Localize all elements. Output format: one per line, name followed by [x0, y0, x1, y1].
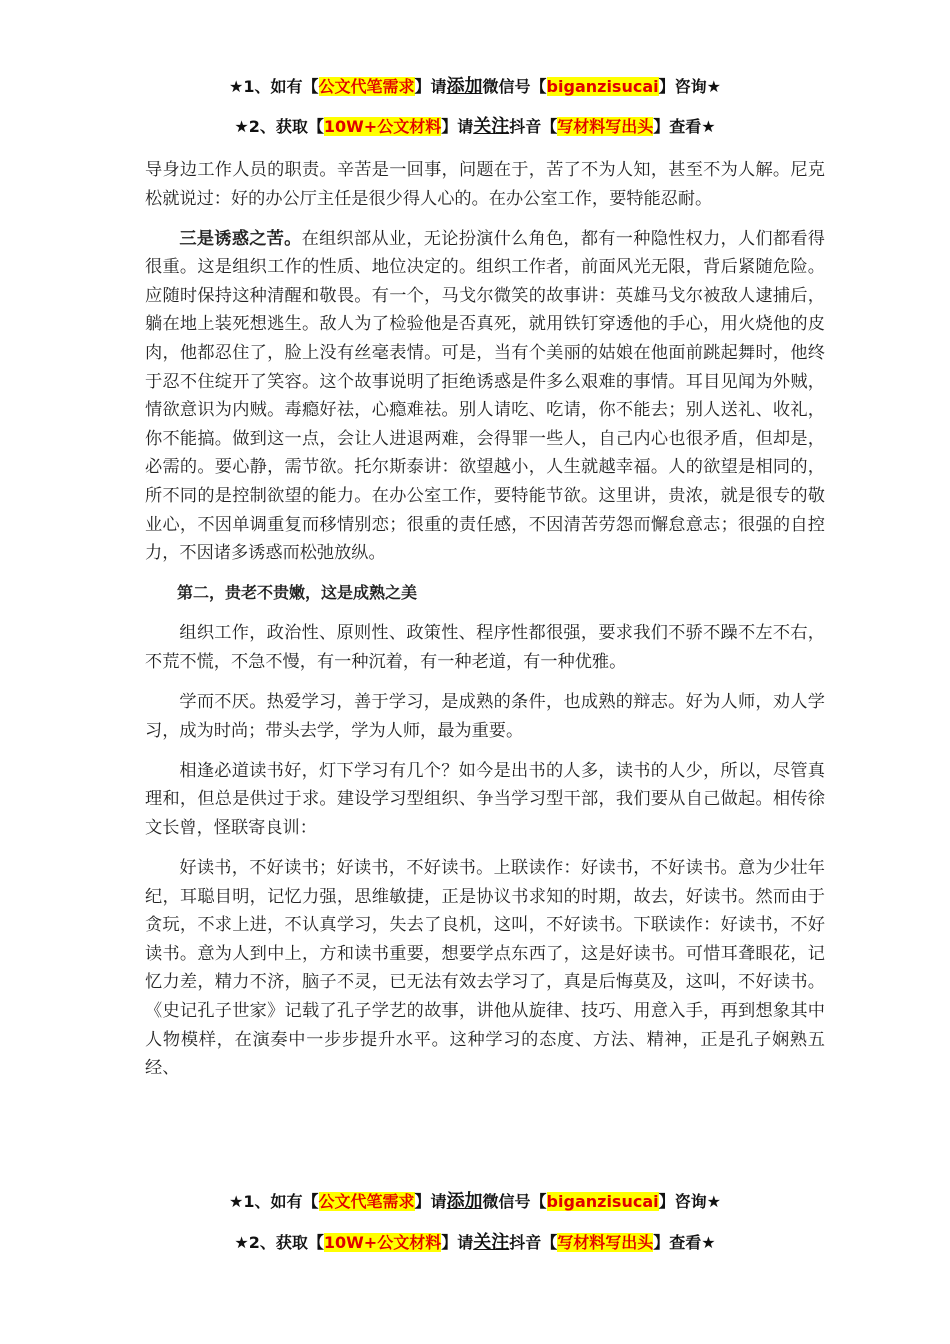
highlight-wechat-id: biganzisucai	[546, 77, 659, 96]
section-heading: 第二，贵老不贵嫩，这是成熟之美	[177, 583, 418, 603]
header-promo-line-1: ★1、如有【公文代笔需求】请添加微信号【biganzisucai】咨询★	[229, 76, 721, 97]
footer-promo-line-1: ★1、如有【公文代笔需求】请添加微信号【biganzisucai】咨询★	[229, 1191, 721, 1212]
highlight-douyin-account: 写材料写出头	[557, 1233, 654, 1252]
paragraph: 导身边工作人员的职责。辛苦是一回事，问题在于，苦了不为人知，甚至不为人解。尼克松就说过：好的办公厅主任是很少得人心的。在办公室工作，要特能忍耐。	[145, 160, 825, 209]
highlight-materials: 10W+公文材料	[323, 117, 442, 136]
highlight-writing-service: 公文代笔需求	[318, 1192, 415, 1211]
highlight-wechat-id: biganzisucai	[546, 1192, 659, 1211]
paragraph: 三是诱惑之苦。在组织部从业，无论扮演什么角色，都有一种隐性权力，人们都看得很重。这是组织工作的性质、地位决定的。组织工作者，前面风光无限，背后紧随危险。应随时保持这种清醒和敬畏。有一个，马戈尔微笑的故事讲：英雄马戈尔被敌人逮捕后，躺在地上装死想逃生。敌人为了检验他是否真死，就用铁钉穿透他的手心，用火烧他的皮肉，他都忍住了，脸上没有丝毫表情。可是，当有个美丽的姑娘在他面前跳起舞时，他终于忍不住绽开了笑容。这个故事说明了拒绝诱惑是件多么艰难的事情。耳目见闻为外贼，情欲意识为内贼。毒瘾好祛，心瘾难祛。别人请吃、吃请，你不能去；别人送礼、收礼，你不能搞。做到这一点，会让人进退两难，会得罪一些人，自己内心也很矛盾，但却是，必需的。要心静，需节欲。托尔斯泰讲：欲望越小，人生就越幸福。人的欲望是相同的，所不同的是控制欲望的能力。在办公室工作，要特能节欲。这里讲，贵浓，就是很专的敬业心，不因单调重复而移情别恋；很重的责任感，不因清苦劳怨而懈怠意志；很强的自控力，不因诸多诱惑而松弛放纵。	[145, 228, 825, 564]
footer-promo-line-2: ★2、获取【10W+公文材料】请关注抖音【写材料写出头】查看★	[234, 1232, 716, 1253]
paragraph: 相逢必道读书好，灯下学习有几个？如今是出书的人多，读书的人少，所以，尽管真理和，但总是供过于求。建设学习型组织、争当学习型干部，我们要从自己做起。相传徐文长曾，怪联寄良训：	[145, 760, 825, 838]
highlight-materials: 10W+公文材料	[323, 1233, 442, 1252]
highlight-writing-service: 公文代笔需求	[318, 77, 415, 96]
paragraph: 学而不厌。热爱学习，善于学习，是成熟的条件，也成熟的辩志。好为人师，劝人学习，成为时尚；带头去学，学为人师，最为重要。	[145, 692, 825, 741]
paragraph: 好读书，不好读书；好读书，不好读书。上联读作：好读书，不好读书。意为少壮年纪，耳聪目明，记忆力强，思维敏捷，正是协议书求知的时期，故去，好读书。然而由于贪玩，不求上进，不认真学习，失去了良机，这叫，不好读书。下联读作：好读书，不好读书。意为人到中上，方和读书重要，想要学点东西了，这是好读书。可惜耳聋眼花，记忆力差，精力不济，脑子不灵，已无法有效去学习了，真是后悔莫及，这叫，不好读书。《史记孔子世家》记载了孔子学艺的故事，讲他从旋律、技巧、用意入手，再到想象其中人物模样，在演奏中一步步提升水平。这种学习的态度、方法、精神，正是孔子娴熟五经、	[145, 858, 825, 1079]
paragraph-lead: 三是诱惑之苦。	[179, 228, 302, 249]
header-promo-line-2: ★2、获取【10W+公文材料】请关注抖音【写材料写出头】查看★	[234, 116, 716, 137]
highlight-douyin-account: 写材料写出头	[557, 117, 654, 136]
paragraph: 组织工作，政治性、原则性、政策性、程序性都很强，要求我们不骄不躁不左不右，不荒不慌，不急不慢，有一种沉着，有一种老道，有一种优雅。	[145, 623, 825, 672]
document-body	[145, 156, 825, 1094]
